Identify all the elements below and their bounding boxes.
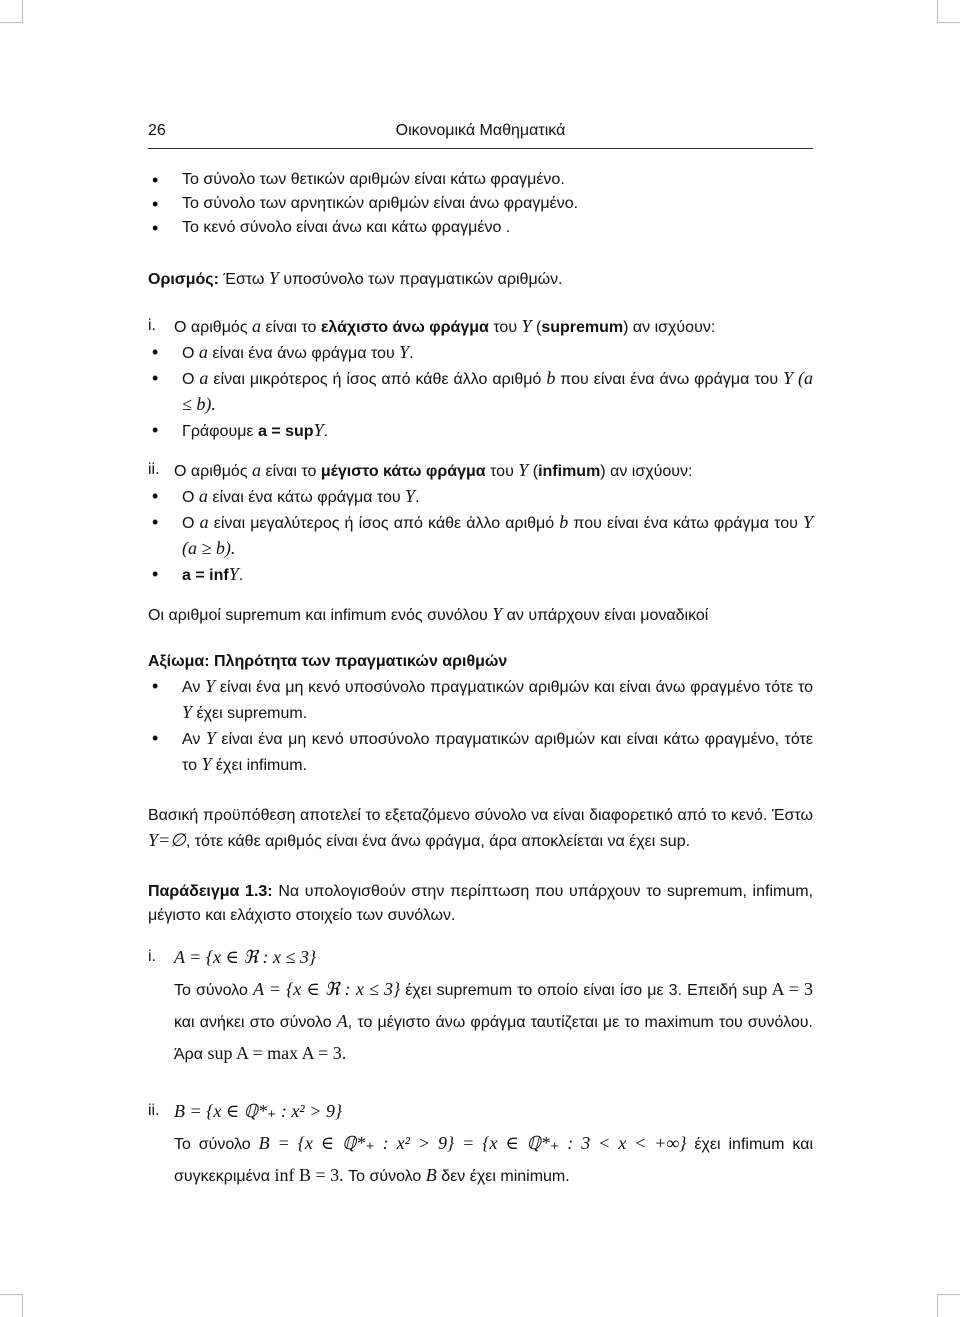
example-part-ii-solution: Το σύνολο B = {x ∈ ℚ*₊ : x² > 9} = {x ∈ ℚ*₊ : 3 < x < +∞} έχει infimum και συγκεκριμένα inf B = 3. Το σύνολο B δεν έχει minimum.	[174, 1133, 814, 1185]
example-part-i: i. A = {x ∈ ℜ : x ≤ 3}	[148, 947, 317, 967]
list-item: • Ο a είναι μικρότερος ή ίσος από κάθε άλλο αριθμό b που είναι ένα άνω φράγμα του Y (a ≤ b).	[148, 366, 813, 418]
set-b-definition: B = {x ∈ ℚ*₊ : x² > 9}	[174, 1101, 343, 1121]
infimum-definition: ii. Ο αριθμός a είναι το μέγιστο κάτω φράγμα του Y (infimum) αν ισχύουν:	[148, 460, 693, 480]
list-item: • Ο a είναι ένα άνω φράγμα του Y.	[148, 340, 813, 366]
uniqueness-note: Οι αριθμοί supremum και infimum ενός συνόλου Y αν υπάρχουν είναι μοναδικοί	[148, 604, 709, 624]
supremum-conditions	[148, 340, 813, 444]
infimum-conditions	[148, 484, 813, 588]
list-item: • Το σύνολο των αρνητικών αριθμών είναι άνω φραγμένο.	[148, 192, 813, 216]
intro-bullet-list	[148, 168, 813, 240]
premise-paragraph: Βασική προϋπόθεση αποτελεί το εξεταζόμενο σύνολο να είναι διαφορετικό από το κενό. Έστω Y=∅, τότε κάθε αριθμός είναι ένα άνω φράγμα, άρα αποκλείεται να έχει sup.	[148, 807, 813, 850]
set-a-definition: A = {x ∈ ℜ : x ≤ 3}	[174, 947, 317, 967]
page-body	[148, 168, 813, 1192]
list-item: • Ο a είναι ένα κάτω φράγμα του Y.	[148, 484, 813, 510]
list-item: • a = infY.	[148, 562, 813, 588]
example-label: Παράδειγμα 1.3:	[148, 883, 273, 900]
list-item: • Αν Y είναι ένα μη κενό υποσύνολο πραγματικών αριθμών και είναι άνω φραγμένο τότε το Y έχει supremum.	[148, 674, 813, 726]
example-statement: Παράδειγμα 1.3: Να υπολογισθούν στην περίπτωση που υπάρχουν το supremum, infimum, μέγιστο και ελάχιστο στοιχείο των συνόλων.	[148, 883, 814, 924]
list-item: • Το σύνολο των θετικών αριθμών είναι κάτω φραγμένο.	[148, 168, 813, 192]
list-item: • Αν Y είναι ένα μη κενό υποσύνολο πραγματικών αριθμών και είναι κάτω φραγμένο, τότε το Y έχει infimum.	[148, 726, 813, 778]
crop-mark-bottom-right	[937, 1294, 960, 1317]
supremum-definition: i. Ο αριθμός a είναι το ελάχιστο άνω φράγμα του Y (supremum) αν ισχύουν:	[148, 316, 716, 336]
list-item: • Το κενό σύνολο είναι άνω και κάτω φραγμένο .	[148, 216, 813, 240]
definition-label: Ορισμός:	[148, 271, 219, 288]
example-part-ii: ii. B = {x ∈ ℚ*₊ : x² > 9}	[148, 1101, 343, 1121]
page-number: 26	[148, 122, 166, 139]
list-item: • Γράφουμε a = supY.	[148, 418, 813, 444]
crop-mark-top-right	[937, 0, 960, 23]
running-title: Οικονομικά Μαθηματικά	[395, 122, 566, 139]
example-part-i-solution: Το σύνολο A = {x ∈ ℜ : x ≤ 3} έχει supremum το οποίο είναι ίσο με 3. Επειδή sup A = 3 και ανήκει στο σύνολο A, το μέγιστο άνω φράγμα ταυτίζεται με το maximum του συνόλου. Άρα sup A = max A = 3.	[174, 979, 814, 1063]
list-item: • Ο a είναι μεγαλύτερος ή ίσος από κάθε άλλο αριθμό b που είναι ένα κάτω φράγμα του Y (a ≥ b).	[148, 510, 813, 562]
axiom-bullet-list	[148, 674, 813, 778]
axiom-title: Αξίωμα: Πληρότητα των πραγματικών αριθμών	[148, 653, 508, 670]
running-header	[148, 122, 813, 149]
crop-mark-bottom-left	[0, 1294, 23, 1317]
definition-paragraph: Ορισμός: Έστω Y υποσύνολο των πραγματικών αριθμών.	[148, 268, 563, 288]
crop-mark-top-left	[0, 0, 23, 23]
